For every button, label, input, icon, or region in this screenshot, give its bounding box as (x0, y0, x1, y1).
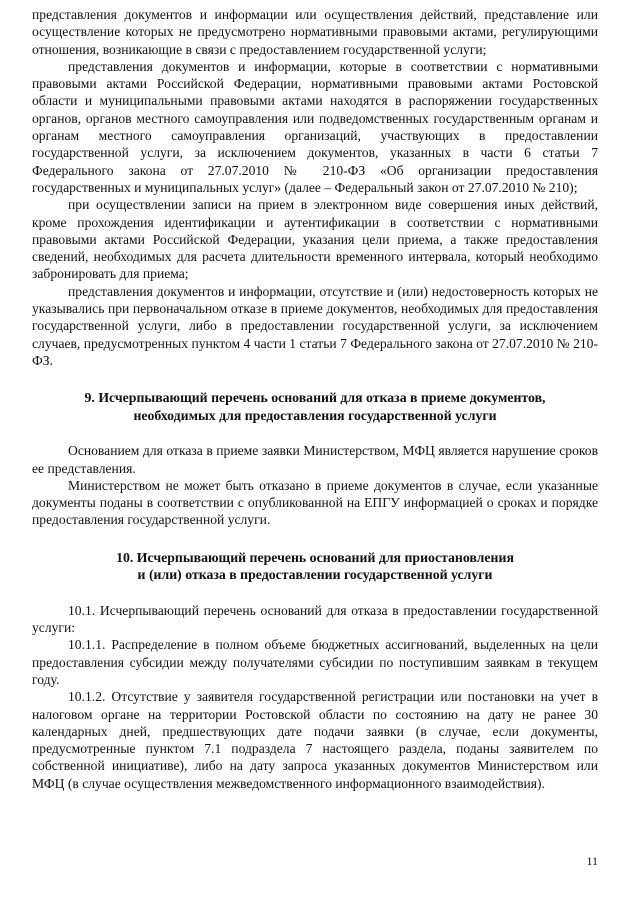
section-9-heading-line2: необходимых для предоставления государственной услуги (133, 407, 497, 423)
paragraph-electronic-appointment: при осуществлении записи на прием в электронном виде совершения иных действий, кроме прохождения идентификации и аутентификации в соответствии с нормативными правовыми актами Российской Федерации, указания цели приема, а также предоставления сведений, необходимых для расчета длительности временного интервала, который необходимо забронировать для приема; (32, 197, 598, 282)
section-10-paragraph: 10.1.2. Отсутствие у заявителя государственной регистрации или постановки на учет в налоговом органе на территории Ростовской области по состоянию на дату не ранее 30 календарных дней, предшествующих дате подачи заявки (в случае, если документы, предусмотренные пунктом 7.1 подраздела 7 настоящего раздела, поданы заявителем по собственной инициативе), либо на дату запроса указанных документов Министерством или МФЦ (в случае осуществления межведомственного информационного взаимодействия). (32, 689, 598, 791)
section-10-paragraph: 10.1. Исчерпывающий перечень оснований для отказа в предоставлении государственной услуги: (32, 602, 598, 636)
page-number: 11 (586, 854, 598, 868)
section-9-paragraph: Министерством не может быть отказано в приеме документов в случае, если указанные документы поданы в соответствии с опубликованной на ЕПГУ информацией о сроках и порядке предоставления государственной услуги. (32, 477, 598, 528)
paragraph-documents-in-possession: представления документов и информации, которые в соответствии с нормативными правовыми актами Российской Федерации, нормативными правовыми актами Ростовской области и муниципальными правовыми актами находятся в распоряжении государственных органов, органов местного самоуправления или подведомственных государственным органам и органам местного самоуправления организаций, участвующих в предоставлении государственной услуги, за исключением документов, указанных в части 6 статьи 7 Федерального закона от 27.07.2010 № 210-ФЗ «Об организации предоставления государственных и муниципальных услуг» (далее – Федеральный закон от 27.07.2010 № 210); (32, 58, 598, 195)
paragraph-missing-documents: представления документов и информации, отсутствие и (или) недостоверность которых не указывались при первоначальном отказе в приеме документов, необходимых для предоставления государственной услуги, либо в предоставлении государственной услуги, за исключением случаев, предусмотренных пунктом 4 части 1 статьи 7 Федерального закона от 27.07.2010 № 210-ФЗ. (32, 283, 598, 368)
section-9-paragraph: Основанием для отказа в приеме заявки Министерством, МФЦ является нарушение сроков ее представления. (32, 443, 598, 476)
section-10-heading-line2: и (или) отказа в предоставлении государственной услуги (137, 567, 493, 583)
section-10-heading (32, 549, 598, 584)
section-9-heading (32, 389, 598, 424)
section-9-heading-line1: 9. Исчерпывающий перечень оснований для отказа в приеме документов, (84, 390, 546, 406)
paragraph-continuation: представления документов и информации или осуществления действий, представление или осуществление которых не предусмотрено нормативными правовыми актами, регулирующими отношения, возникающие в связи с предоставлением государственной услуги; (32, 7, 598, 57)
section-10-heading-line1: 10. Исчерпывающий перечень оснований для приостановления (116, 549, 514, 565)
section-10-paragraph: 10.1.1. Распределение в полном объеме бюджетных ассигнований, выделенных на цели предоставления субсидии между получателями субсидии по поступившим заявкам в текущем году. (32, 637, 598, 687)
